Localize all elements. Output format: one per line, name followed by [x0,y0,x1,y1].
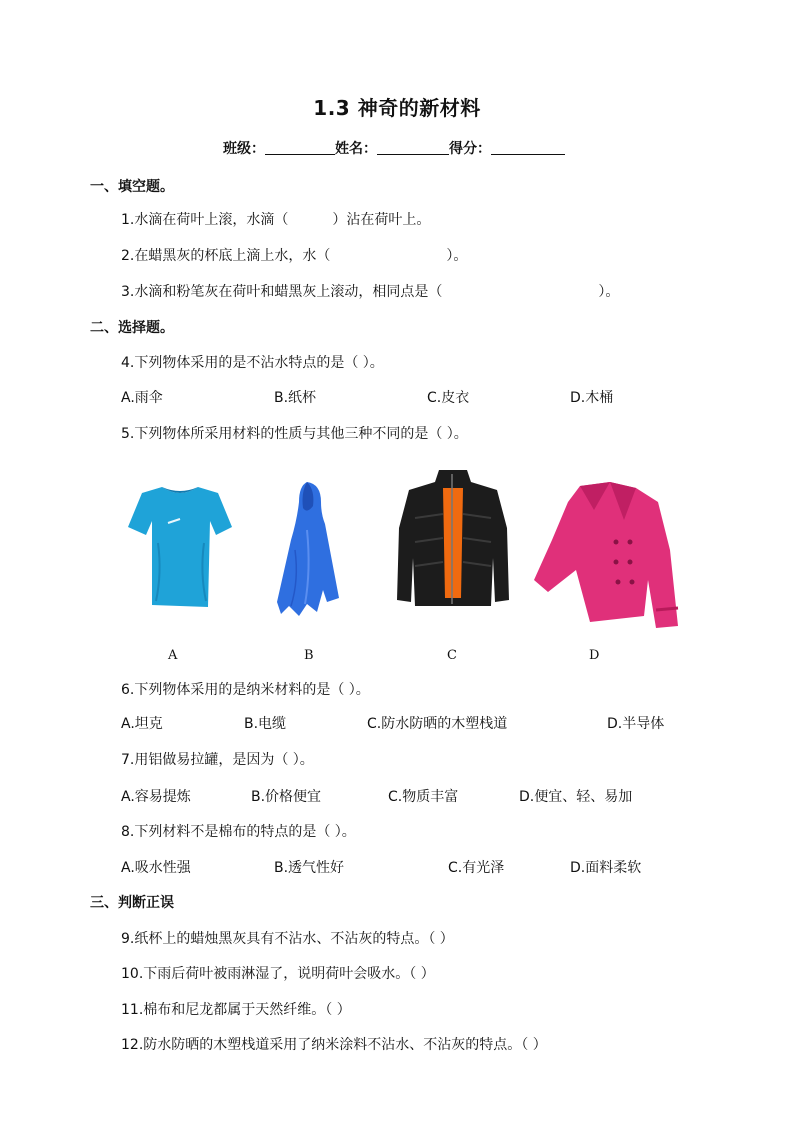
raincoat-image [277,480,343,618]
q2-text-before: 2.在蜡黑灰的杯底上滴上水，水（ [121,248,331,264]
question-1 [121,209,430,229]
question-9: 9.纸杯上的蜡烛黑灰具有不沾水、不沾灰的特点。（ ） [121,931,454,947]
question-2 [121,245,467,265]
question-11: 11.棉布和尼龙都属于天然纤维。（ ） [121,1002,351,1018]
q2-text-after: ）。 [446,248,468,264]
question-7: 7.用铝做易拉罐，是因为（ ）。 [121,752,314,768]
question-4: 4.下列物体采用的是不沾水特点的是（ ）。 [121,355,384,371]
q8-option-d[interactable]: D.面料柔软 [570,860,642,876]
name-label: 姓名： [335,141,377,157]
section-heading-true-false: 三、判断正误 [90,895,174,911]
question-5: 5.下列物体所采用材料的性质与其他三种不同的是（ ）。 [121,426,468,442]
question-8: 8.下列材料不是棉布的特点的是（ ）。 [121,824,356,840]
q7-option-d[interactable]: D.便宜、轻、易加 [519,789,633,805]
q4-option-d[interactable]: D.木桶 [570,390,614,406]
q4-option-b[interactable]: B.纸杯 [274,390,317,406]
q1-text-before: 1.水滴在荷叶上滚，水滴（ [121,212,289,228]
q8-option-b[interactable]: B.透气性好 [274,860,345,876]
q3-text-after: ）。 [598,284,620,300]
q4-option-a[interactable]: A.雨伞 [121,390,163,406]
name-blank[interactable] [377,140,449,155]
question-10: 10.下雨后荷叶被雨淋湿了，说明荷叶会吸水。（ ） [121,966,435,982]
score-label: 得分： [449,141,491,157]
picture-label-d[interactable]: D [589,648,600,663]
class-label: 班级： [223,141,265,157]
question-3 [121,281,619,301]
q7-option-c[interactable]: C.物质丰富 [388,789,459,805]
down-jacket-image [395,468,511,610]
question-6: 6.下列物体采用的是纳米材料的是（ ）。 [121,682,370,698]
q3-text-before: 3.水滴和粉笔灰在荷叶和蜡黑灰上滚动，相同点是（ [121,284,443,300]
q6-option-d[interactable]: D.半导体 [607,716,665,732]
wool-coat-image [532,480,682,630]
student-info-line [223,138,565,158]
q7-option-b[interactable]: B.价格便宜 [251,789,322,805]
picture-label-b[interactable]: B [304,648,314,663]
tshirt-image [128,483,232,611]
q1-text-after: ）沾在荷叶上。 [332,212,431,228]
q6-option-b[interactable]: B.电缆 [244,716,287,732]
picture-label-c[interactable]: C [447,648,457,663]
class-blank[interactable] [265,140,335,155]
q8-option-c[interactable]: C.有光泽 [448,860,505,876]
score-blank[interactable] [491,140,565,155]
q6-option-c[interactable]: C.防水防晒的木塑栈道 [367,716,508,732]
q8-option-a[interactable]: A.吸水性强 [121,860,191,876]
question-12: 12.防水防晒的木塑栈道采用了纳米涂料不沾水、不沾灰的特点。（ ） [121,1037,547,1053]
q7-option-a[interactable]: A.容易提炼 [121,789,191,805]
q4-option-c[interactable]: C.皮衣 [427,390,470,406]
picture-label-a[interactable]: A [168,648,178,663]
q6-option-a[interactable]: A.坦克 [121,716,163,732]
page-title: 1.3 神奇的新材料 [313,96,481,120]
section-heading-fill-blank: 一、填空题。 [90,179,174,195]
section-heading-choice: 二、选择题。 [90,320,174,336]
